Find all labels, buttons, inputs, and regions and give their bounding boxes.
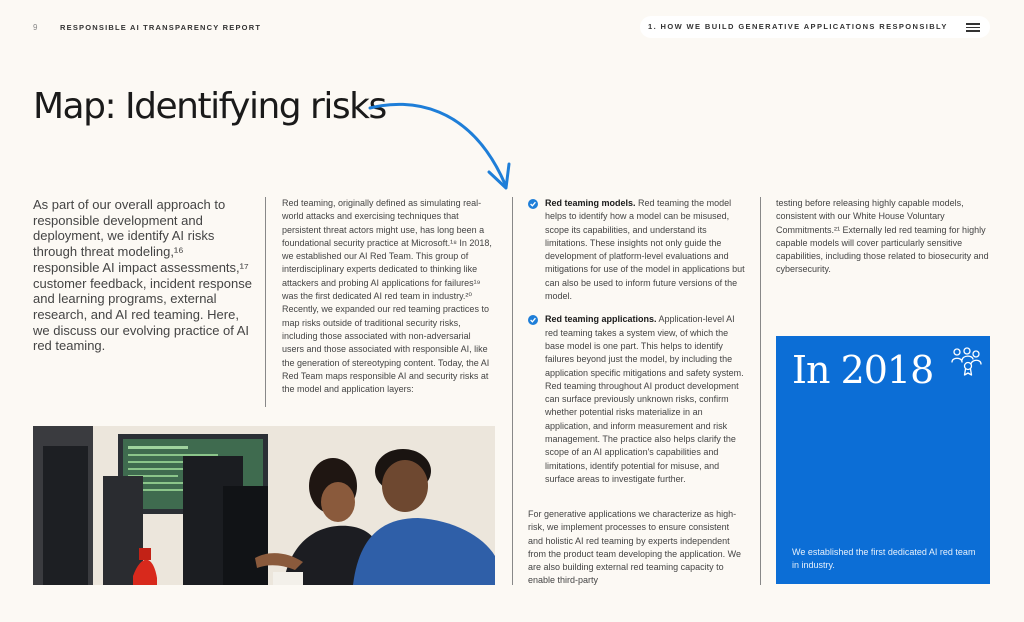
people-award-icon <box>950 346 982 376</box>
callout-caption: We established the first dedicated AI red team in industry. <box>792 547 976 570</box>
external-testing-paragraph: testing before releasing highly capable models, consistent with our White House Voluntary Commitments.²¹ Externally led red teaming for highly capable models will cover particularly sensitive capabilities, including those related to biosecurity and cybersecurity. <box>776 198 989 275</box>
red-teaming-paragraph: Red teaming, originally defined as simulating real-world attacks and exercising techniques that persistent threat actors might use, has long been a foundational security practice at Microsoft.¹⁸ In 2018, we established our AI Red Team. This group of interdisciplinary experts dedicated to thinking like attackers and probing AI applications for failures¹⁹ was the first dedicated AI red team in industry.²⁰ Recently, we expanded our red teaming practices to map risks outside of traditional security risks, including those associated with non-adversarial users and those associated with responsible AI, like the generation of stereotyping content. Today, the AI Red Team maps responsible AI and security risks at the model and application layers: <box>282 198 492 395</box>
people-at-computer-photo <box>33 426 495 585</box>
hand-drawn-arrow-icon <box>365 96 515 196</box>
column-divider <box>265 197 266 407</box>
list-item <box>528 197 748 303</box>
check-circle-icon <box>528 199 538 209</box>
red-teaming-list <box>528 197 748 496</box>
page-number: 9 <box>33 23 38 32</box>
section-nav-link[interactable]: 1. HOW WE BUILD GENERATIVE APPLICATIONS RESPONSIBLY <box>648 22 948 31</box>
intro-paragraph: As part of our overall approach to responsible development and deployment, we identify AI risks through threat modeling,¹⁶ responsible AI impact assessments,¹⁷ customer feedback, incident response and learning programs, external research, and AI red teaming. Here, we discuss our evolving practice of AI red teaming. <box>33 197 252 354</box>
list-item <box>528 313 748 486</box>
column-divider <box>760 197 761 585</box>
list-item-text: Application-level AI red teaming takes a system view, of which the base model is one part. This helps to identify failures beyond just the model, by including the application specific mitigations and safety system. Red teaming throughout AI product development can surface previously unknown risks, confirm whether potential risks materialize in an application, and inform measurement and risk management. The practice also helps clarify the scope of an AI application's capabilities and limitations, identify potential for misuse, and surface areas to investigate further. <box>545 314 744 484</box>
list-item-heading: Red teaming models. <box>545 198 636 208</box>
hamburger-menu-icon[interactable] <box>966 23 980 32</box>
callout-headline: In 2018 <box>792 348 934 392</box>
list-item-text: Red teaming the model helps to identify how a model can be misused, scope its capabilities, and understand its limitations. These insights not only guide the development of platform-level evaluations and mitigations for use of the model in applications but can also be used to inform future versions of the model. <box>545 198 745 302</box>
page-title: Map: Identifying risks <box>33 86 386 127</box>
check-circle-icon <box>528 315 538 325</box>
report-title: RESPONSIBLE AI TRANSPARENCY REPORT <box>60 23 262 32</box>
list-item-heading: Red teaming applications. <box>545 314 657 325</box>
high-risk-paragraph: For generative applications we characterize as high-risk, we implement processes to ensure consistent and holistic AI red teaming by experts independent from the product team developing the application. We are also building external red teaming capacity to enable third-party <box>528 509 741 586</box>
column-divider <box>512 197 513 585</box>
